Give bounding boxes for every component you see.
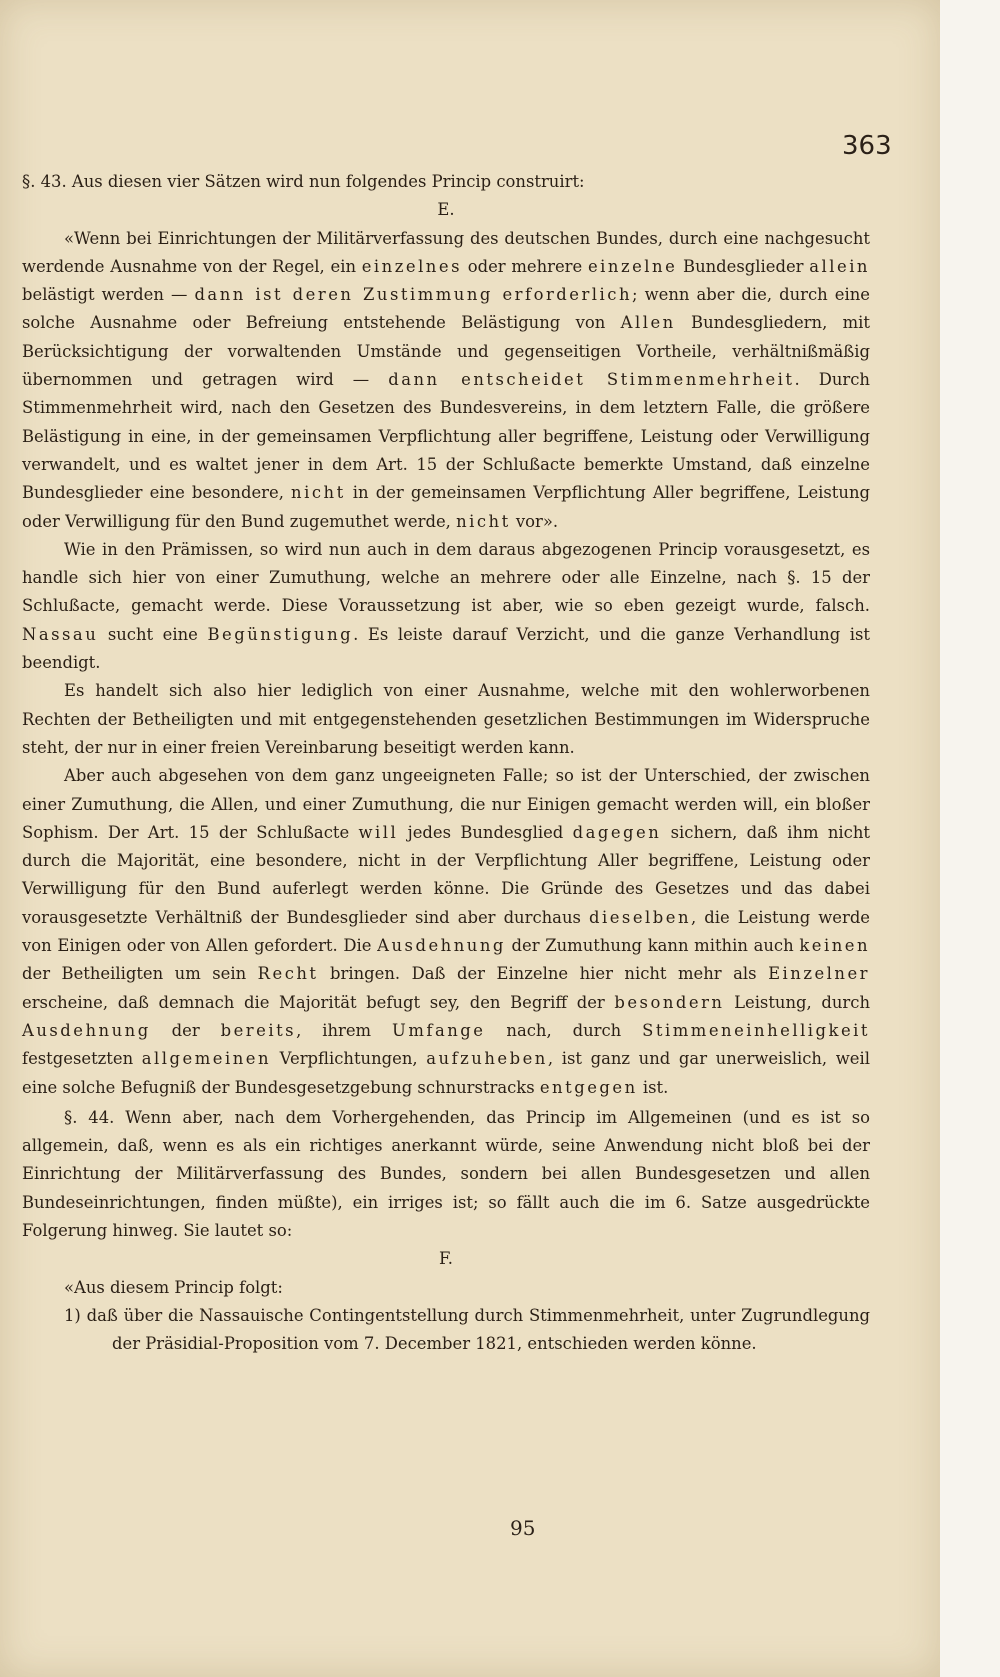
body-text bbox=[22, 168, 870, 1358]
paragraph-section-44: §. 44. Wenn aber, nach dem Vorhergehenden, das Princip im Allgemeinen (und es ist so allgemein, daß, wenn es als ein richtiges anerkannt würde, seine Anwendung nicht bloß bei der Einrichtung der Militärverfassung des Bundes, sondern bei allen Bundesgesetzen und allen Bundeseinrichtungen, finden müßte), ein irriges ist; so fällt auch die im 6. Satze ausgedrückte Folgerung hinweg. Sie lautet so: bbox=[22, 1107, 870, 1240]
paragraph-quote-f: «Aus diesem Princip folgt: bbox=[64, 1277, 283, 1297]
list-item-1: 1) daß über die Nassauische Contingentstellung durch Stimmenmehrheit, unter Zugrundlegung der Präsidial-Proposition vom 7. December 1821, entschieden werden könne. bbox=[64, 1305, 870, 1354]
label-e: E. bbox=[437, 200, 455, 220]
paragraph-quote-e: «Wenn bei Einrichtungen der Militärverfassung des deutschen Bundes, durch eine nachgesucht werdende Ausnahme von der Regel, ein einzelnes oder mehrere einzelne Bundesglieder allein belästigt werden — dann ist deren Zustimmung erforderlich; wenn aber die, durch eine solche Ausnahme oder Befreiung entstehende Belästigung von Allen Bundesgliedern, mit Berücksichtigung der vorwaltenden Umstände und gegenseitigen Vortheile, verhältnißmäßig übernommen und getragen wird — dann entscheidet Stimmenmehrheit. Durch Stimmenmehrheit wird, nach den Gesetzen des Bundesvereins, in dem letztern Falle, die größere Belästigung in eine, in der gemeinsamen Verpflichtung aller begriffene, Leistung oder Verwilligung verwandelt, und es waltet jener in dem Art. 15 der Schlußacte bemerkte Umstand, daß einzelne Bundesglieder eine besondere, nicht in der gemeinsamen Verpflichtung Aller begriffene, Leistung oder Verwilligung für den Bund zugemuthet werde, nicht vor». bbox=[22, 228, 870, 531]
page-number: 363 bbox=[842, 131, 892, 161]
paragraph-section-43: §. 43. Aus diesen vier Sätzen wird nun folgendes Princip construirt: bbox=[22, 172, 585, 191]
paragraph-exception: Es handelt sich also hier lediglich von einer Ausnahme, welche mit den wohlerworbenen Rechten der Betheiligten und mit entgegenstehenden gesetzlichen Bestimmungen im Widerspruche steht, der nur in einer freien Vereinbarung beseitigt werden kann. bbox=[22, 681, 870, 757]
label-f: F. bbox=[438, 1249, 454, 1269]
paragraph-sophism: Aber auch abgesehen von dem ganz ungeeigneten Falle; so ist der Unterschied, der zwischen einer Zumuthung, die Allen, und einer Zumuthung, die nur Einigen gemacht werden will, ein bloßer Sophism. Der Art. 15 der Schlußacte will jedes Bundesglied dagegen sichern, daß ihm nicht durch die Majorität, eine besondere, nicht in der Verpflichtung Aller begriffene, Leistung oder Verwilligung für den Bund auferlegt werden könne. Die Gründe des Gesetzes und das dabei vorausgesetzte Verhältniß der Bundesglieder sind aber durchaus dieselben, die Leistung werde von Einigen oder von Allen gefordert. Die Ausdehnung der Zumuthung kann mithin auch keinen der Betheiligten um sein Recht bringen. Daß der Einzelne hier nicht mehr als Einzelner erscheine, daß demnach die Majorität befugt sey, den Begriff der besondern Leistung, durch Ausdehnung der bereits, ihrem Umfange nach, durch Stimmeneinhelligkeit festgesetzten allgemeinen Verpflichtungen, aufzuheben, ist ganz und gar unerweislich, weil eine solche Befugniß der Bundesgesetzgebung schnurstracks entgegen ist. bbox=[22, 766, 871, 1097]
signature-mark: 95 bbox=[510, 1516, 536, 1540]
paragraph-premises: Wie in den Prämissen, so wird nun auch in dem daraus abgezogenen Princip vorausgesetzt, es handle sich hier von einer Zumuthung, welche an mehrere oder alle Einzelne, nach §. 15 der Schlußacte, gemacht werde. Diese Voraussetzung ist aber, wie so eben gezeigt wurde, falsch. Nassau sucht eine Begünstigung. Es leiste darauf Verzicht, und die ganze Verhandlung ist beendigt. bbox=[22, 539, 870, 673]
